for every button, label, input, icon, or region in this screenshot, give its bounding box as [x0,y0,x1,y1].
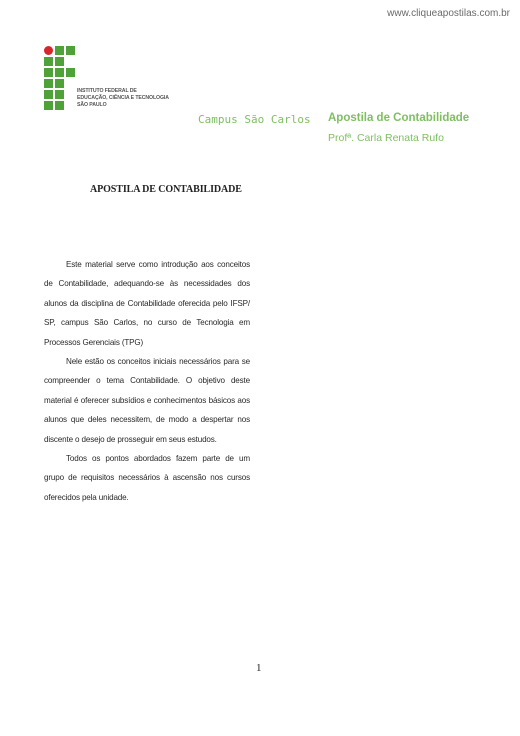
logo-square [55,79,64,88]
header-professor: Profª. Carla Renata Rufo [328,132,444,144]
logo-square [55,101,64,110]
watermark-url[interactable]: www.cliqueapostilas.com.br [387,8,510,19]
campus-name: Campus São Carlos [198,113,311,126]
institution-line: EDUCAÇÃO, CIÊNCIA E TECNOLOGIA [77,95,169,101]
logo-square [55,90,64,99]
logo-square [44,90,53,99]
logo-square [66,68,75,77]
logo-square [55,68,64,77]
paragraph: Nele estão os conceitos iniciais necessários para se compreender o tema Contabilidade. O objetivo deste material é oferecer subsídios e conhecimentos básicos aos alunos que deles necessitem, de modo a despertar nos discente o desejo de prosseguir em seus estudos. [44,357,250,444]
institution-line: INSTITUTO FEDERAL DE [77,88,137,94]
body-text [44,255,250,507]
logo-red-dot [44,46,53,55]
ifsp-logo [44,46,184,126]
header-title: Apostila de Contabilidade [328,112,470,124]
logo-square [66,46,75,55]
logo-square [44,57,53,66]
logo-square [55,57,64,66]
paragraph: Todos os pontos abordados fazem parte de um grupo de requisitos necessários à ascensão nos cursos oferecidos pela unidade. [44,454,250,502]
institution-name [77,88,187,109]
logo-square [55,46,64,55]
page-number: 1 [256,662,262,674]
logo-square [44,68,53,77]
logo-square [44,79,53,88]
institution-line: SÃO PAULO [77,102,107,108]
logo-square [44,101,53,110]
document-title: APOSTILA DE CONTABILIDADE [90,184,242,195]
paragraph: Este material serve como introdução aos conceitos de Contabilidade, adequando-se às necessidades dos alunos da disciplina de Contabilidade oferecida pelo IFSP/ SP, campus São Carlos, no curso de Tecnologia em Processos Gerenciais (TPG) [44,260,250,347]
